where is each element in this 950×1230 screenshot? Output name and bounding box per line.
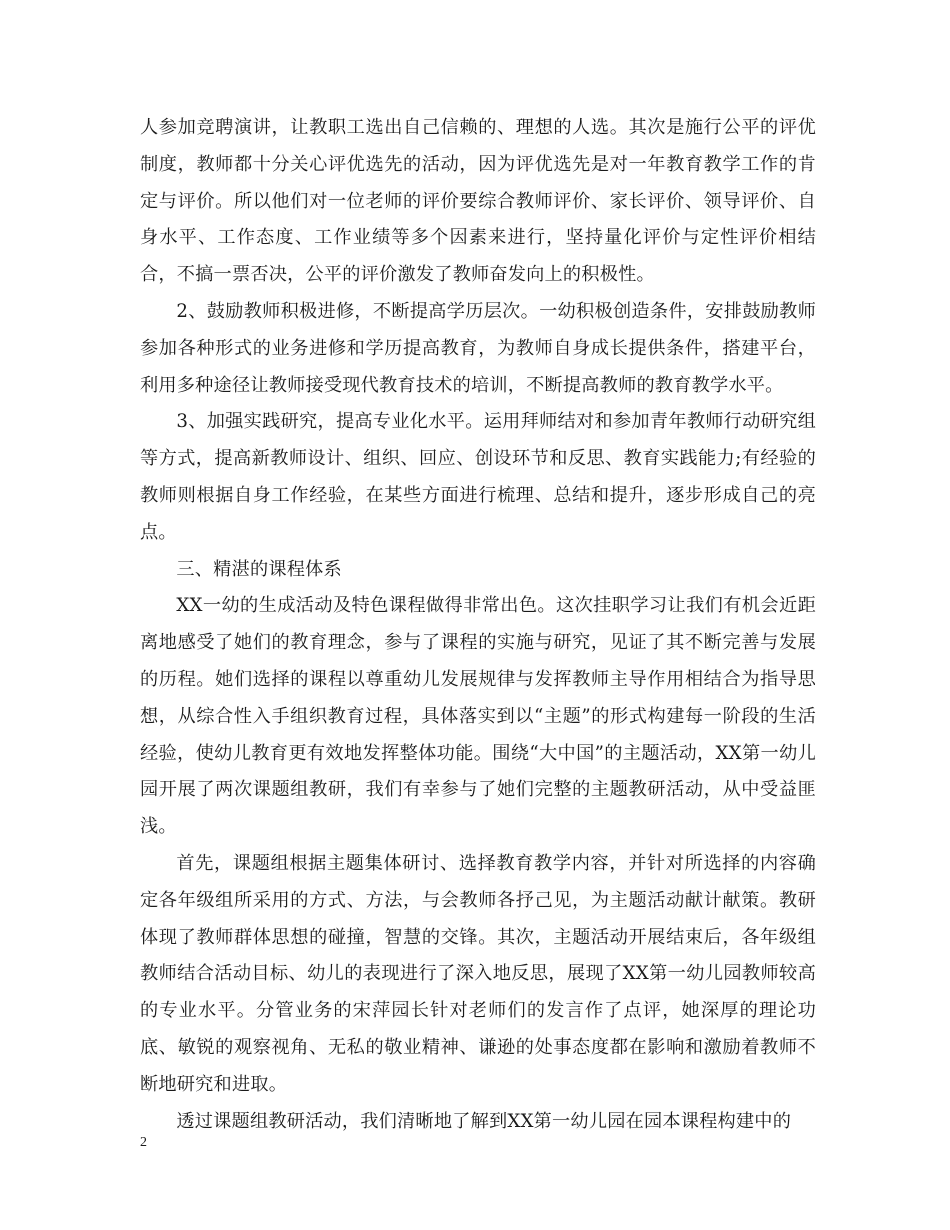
- paragraph: 人参加竞聘演讲，让教职工选出自己信赖的、理想的人选。其次是施行公平的评优制度，教师都十分关心评优选先的活动，因为评优选先是对一年教育教学工作的肯定与评价。所以他们对一位老师的评价要综合教师评价、家长评价、领导评价、自身水平、工作态度、工作业绩等多个因素来进行，坚持量化评价与定性评价相结合，不搞一票否决，公平的评价激发了教师奋发向上的积极性。: [140, 117, 816, 286]
- section-heading: 三、精湛的课程体系: [176, 558, 342, 580]
- paragraph: XX一幼的生成活动及特色课程做得非常出色。这次挂职学习让我们有机会近距离地感受了她们的教育理念，参与了课程的实施与研究，见证了其不断完善与发展的历程。她们选择的课程以尊重幼儿发展规律与发挥教师主导作用相结合为指导思想，从综合性入手组织教育过程，具体落实到以“主题”的形式构建每一阶段的生活经验，使幼儿教育更有效地发挥整体功能。围绕“大中国”的主题活动，XX第一幼儿园开展了两次课题组教研，我们有幸参与了她们完整的主题教研活动，从中受益匪浅。: [140, 595, 816, 838]
- paragraph: 3、加强实践研究，提高专业化水平。运用拜师结对和参加青年教师行动研究组等方式，提高新教师设计、组织、回应、创设环节和反思、教育实践能力;有经验的教师则根据自身工作经验，在某些方面进行梳理、总结和提升，逐步形成自己的亮点。: [140, 411, 816, 543]
- document-body: [140, 110, 816, 1140]
- page-number: 2: [140, 1135, 147, 1150]
- paragraph: 2、鼓励教师积极进修，不断提高学历层次。一幼积极创造条件，安排鼓励教师参加各种形式的业务进修和学历提高教育，为教师自身成长提供条件，搭建平台，利用多种途径让教师接受现代教育技术的培训，不断提高教师的教育教学水平。: [140, 300, 816, 396]
- paragraph: 首先，课题组根据主题集体研讨、选择教育教学内容，并针对所选择的内容确定各年级组所采用的方式、方法，与会教师各抒己见，为主题活动献计献策。教研体现了教师群体思想的碰撞，智慧的交锋。其次，主题活动开展结束后，各年级组教师结合活动目标、幼儿的表现进行了深入地反思，展现了XX第一幼儿园教师较高的专业水平。分管业务的宋萍园长针对老师们的发言作了点评，她深厚的理论功底、敏锐的观察视角、无私的敬业精神、谦逊的处事态度都在影响和激励着教师不断地研究和进取。: [140, 852, 816, 1095]
- paragraph: 透过课题组教研活动，我们清晰地了解到XX第一幼儿园在园本课程构建中的: [176, 1110, 792, 1132]
